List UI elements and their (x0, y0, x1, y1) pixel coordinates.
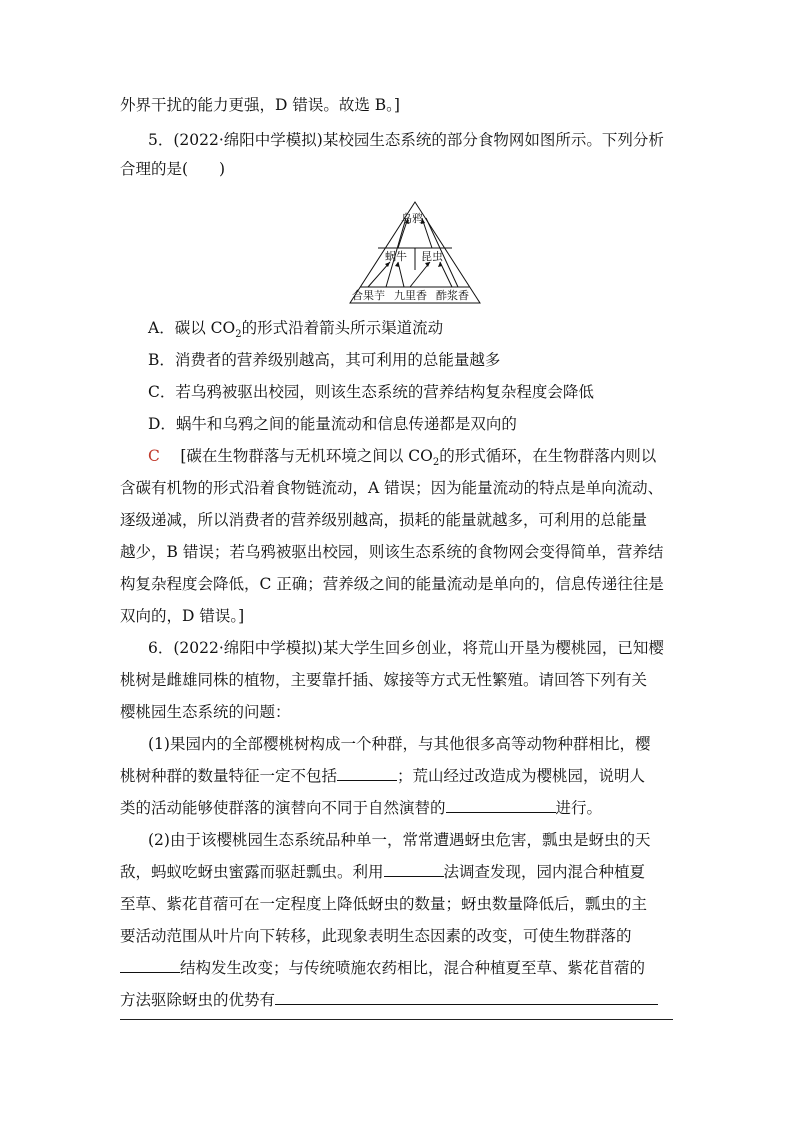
text: 逐级递减，所以消费者的营养级别越高，损耗的能量就越多，可利用的总能量 (120, 511, 648, 529)
question-6-part-1-line-3 (120, 795, 676, 821)
text: 越少，B 错误；若乌鸦被驱出校园，则该生态系统的食物网会变得简单，营养结 (120, 543, 664, 561)
question-5-stem (148, 127, 676, 153)
explanation-line-5 (120, 571, 676, 597)
text: 法调查发现，园内混合种植夏 (443, 863, 646, 881)
node-plant-3-label: 酢浆香 (436, 289, 469, 302)
text: 桃树种群的数量特征一定不包括 (120, 767, 338, 785)
food-web-diagram (348, 200, 482, 306)
text: C．若乌鸦被驱出校园，则该生态系统的营养结构复杂程度会降低 (148, 383, 594, 401)
explanation-line-3 (120, 507, 676, 533)
text: A．碳以 CO (148, 319, 236, 337)
text: 含碳有机物的形式沿着食物链流动，A 错误；因为能量流动的特点是单向流动、 (120, 479, 664, 497)
question-5-stem-cont (120, 156, 676, 182)
node-plant-2-label: 九里香 (394, 289, 427, 302)
question-6-stem-2 (120, 667, 676, 693)
question-6-part-1-line-2 (120, 763, 676, 789)
answer-explanation (148, 443, 676, 469)
subscript: 2 (235, 329, 242, 341)
text: [碳在生物群落与无机环境之间以 CO (180, 447, 433, 465)
option-c (148, 379, 676, 405)
text: 6．(2022·绵阳中学模拟)某大学生回乡创业，将荒山开垦为樱桃园，已知樱 (148, 639, 664, 657)
text: 双向的，D 错误。] (120, 607, 245, 625)
question-6-part-2-line-5 (120, 955, 676, 981)
question-6-part-2-line-2 (120, 859, 676, 885)
question-6-stem (148, 635, 676, 661)
text: 至草、紫花苜蓿可在一定程度上降低蚜虫的数量；蚜虫数量降低后，瓢虫的主 (120, 895, 648, 913)
answer-line (120, 1019, 673, 1020)
question-6-stem-3 (120, 699, 676, 725)
text: 类的活动能够使群落的演替向不同于自然演替的 (120, 799, 446, 817)
text: ；荒山经过改造成为樱桃园，说明人 (397, 767, 646, 785)
subscript: 2 (432, 457, 440, 469)
question-6-part-2 (148, 827, 676, 853)
text: 结构发生改变；与传统喷施农药相比，混合种植夏至草、紫花苜蓿的 (180, 959, 646, 977)
text: 要活动范围从叶片向下转移，此现象表明生态因素的改变，可使生物群落的 (120, 927, 632, 945)
text: (2)由于该樱桃园生态系统品种单一，常常遭遇蚜虫危害，瓢虫是蚜虫的天 (148, 831, 651, 849)
explanation-line-4 (120, 539, 676, 565)
text: 桃树是雌雄同株的植物，主要靠扦插、嫁接等方式无性繁殖。请回答下列有关 (120, 671, 648, 689)
text: 合理的是( ) (120, 160, 226, 178)
question-6-part-2-line-4 (120, 923, 676, 949)
answer-blank (120, 956, 180, 973)
question-6-part-1 (148, 731, 676, 757)
text: 的形式沿着箭头所示渠道流动 (241, 319, 444, 337)
text: 敌，蚂蚁吃蚜虫蜜露而驱赶瓢虫。利用 (120, 863, 384, 881)
option-a (148, 315, 676, 341)
question-6-part-2-line-3 (120, 891, 676, 917)
text: 方法驱除蚜虫的优势有 (120, 991, 276, 1009)
text: 的形式循环，在生物群落内则以 (439, 447, 657, 465)
option-b (148, 347, 676, 373)
explanation-line-6 (120, 603, 676, 629)
node-insect-label: 昆虫 (421, 250, 443, 263)
text-line-continuation (120, 92, 676, 118)
option-d (148, 411, 676, 437)
text: (1)果园内的全部樱桃树构成一个种群，与其他很多高等动物种群相比，樱 (148, 735, 651, 753)
answer-letter: C (148, 447, 160, 465)
text: 5．(2022·绵阳中学模拟)某校园生态系统的部分食物网如图所示。下列分析 (148, 131, 664, 149)
text: B．消费者的营养级别越高，其可利用的总能量越多 (148, 351, 501, 369)
answer-blank (446, 796, 556, 813)
answer-blank (275, 988, 658, 1005)
text: 构复杂程度会降低，C 正确；营养级之间的能量流动是单向的，信息传递往往是 (120, 575, 664, 593)
answer-blank (337, 764, 397, 781)
node-snail-label: 蜗牛 (385, 250, 407, 263)
node-plant-1-label: 合果芋 (352, 289, 385, 302)
text: 樱桃园生态系统的问题： (120, 703, 291, 721)
text: D．蜗牛和乌鸦之间的能量流动和信息传递都是双向的 (148, 415, 517, 433)
answer-blank (384, 860, 444, 877)
text: 外界干扰的能力更强，D 错误。故选 B。] (120, 96, 400, 114)
explanation-line-2 (120, 475, 676, 501)
question-6-part-2-line-6 (120, 987, 676, 1013)
text: 进行。 (555, 799, 603, 817)
node-crow-label: 乌鸦 (401, 212, 423, 225)
